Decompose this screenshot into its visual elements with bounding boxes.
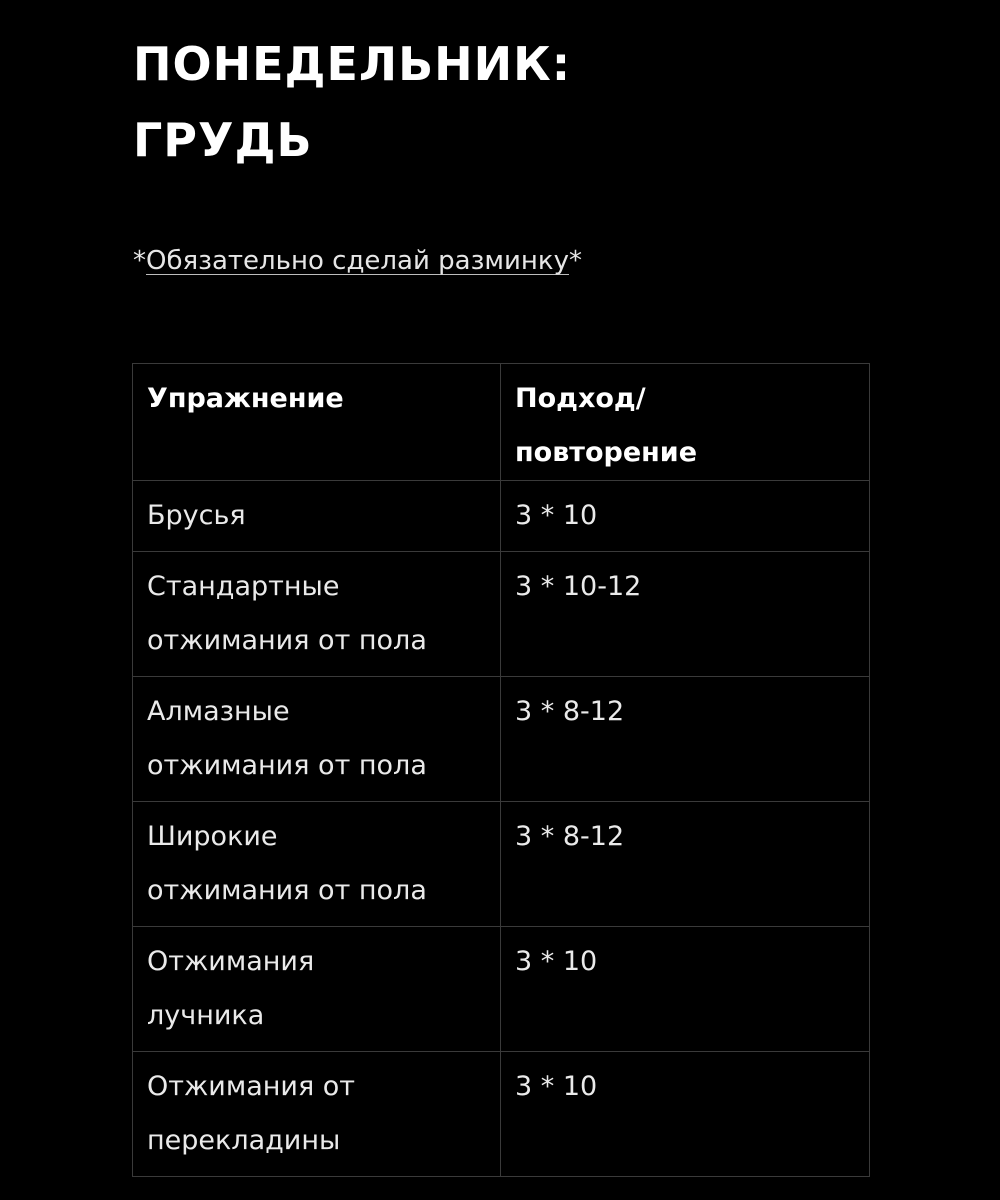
workout-table	[132, 363, 870, 1177]
table-row	[133, 552, 870, 677]
table-row	[133, 927, 870, 1052]
exercise-cell	[133, 927, 501, 1052]
exercise-name-line1: Отжимания от	[147, 1071, 356, 1102]
sets-cell	[501, 552, 870, 677]
sets-cell	[501, 677, 870, 802]
table-header-row	[133, 364, 870, 481]
page-title-day: ПОНЕДЕЛЬНИК:	[133, 37, 572, 91]
exercise-cell	[133, 677, 501, 802]
exercise-name-line1: Алмазные	[147, 696, 290, 727]
page-title-muscle: ГРУДЬ	[133, 113, 313, 167]
sets-value: 3 * 8-12	[515, 821, 625, 852]
column-header-sets-line1: Подход/	[515, 383, 646, 414]
table-row	[133, 677, 870, 802]
sets-value: 3 * 10	[515, 500, 598, 531]
exercise-name-line1: Стандартные	[147, 571, 340, 602]
column-header-sets-line2: повторение	[515, 437, 698, 468]
exercise-name-line2: отжимания от пола	[147, 875, 427, 906]
sets-value: 3 * 10	[515, 946, 598, 977]
warmup-note	[133, 244, 582, 278]
warmup-note-prefix: *	[133, 246, 146, 276]
table-row	[133, 481, 870, 552]
page-title	[133, 26, 571, 178]
exercise-name-line1: Отжимания	[147, 946, 315, 977]
exercise-name-line2: лучника	[147, 1000, 265, 1031]
sets-cell	[501, 1052, 870, 1177]
warmup-note-suffix: *	[569, 246, 582, 276]
table-row	[133, 1052, 870, 1177]
table-row	[133, 802, 870, 927]
exercise-name: Брусья	[147, 500, 246, 531]
sets-cell	[501, 927, 870, 1052]
column-header-exercise-label: Упражнение	[147, 383, 344, 414]
sets-value: 3 * 8-12	[515, 696, 625, 727]
column-header-sets	[501, 364, 870, 481]
exercise-name-line2: перекладины	[147, 1125, 341, 1156]
exercise-cell	[133, 802, 501, 927]
exercise-cell	[133, 552, 501, 677]
sets-cell	[501, 802, 870, 927]
exercise-name-line1: Широкие	[147, 821, 278, 852]
exercise-name-line2: отжимания от пола	[147, 625, 427, 656]
exercise-cell	[133, 1052, 501, 1177]
column-header-exercise	[133, 364, 501, 481]
warmup-note-link[interactable]: Обязательно сделай разминку	[146, 246, 569, 276]
exercise-cell	[133, 481, 501, 552]
sets-value: 3 * 10-12	[515, 571, 642, 602]
sets-value: 3 * 10	[515, 1071, 598, 1102]
sets-cell	[501, 481, 870, 552]
exercise-name-line2: отжимания от пола	[147, 750, 427, 781]
